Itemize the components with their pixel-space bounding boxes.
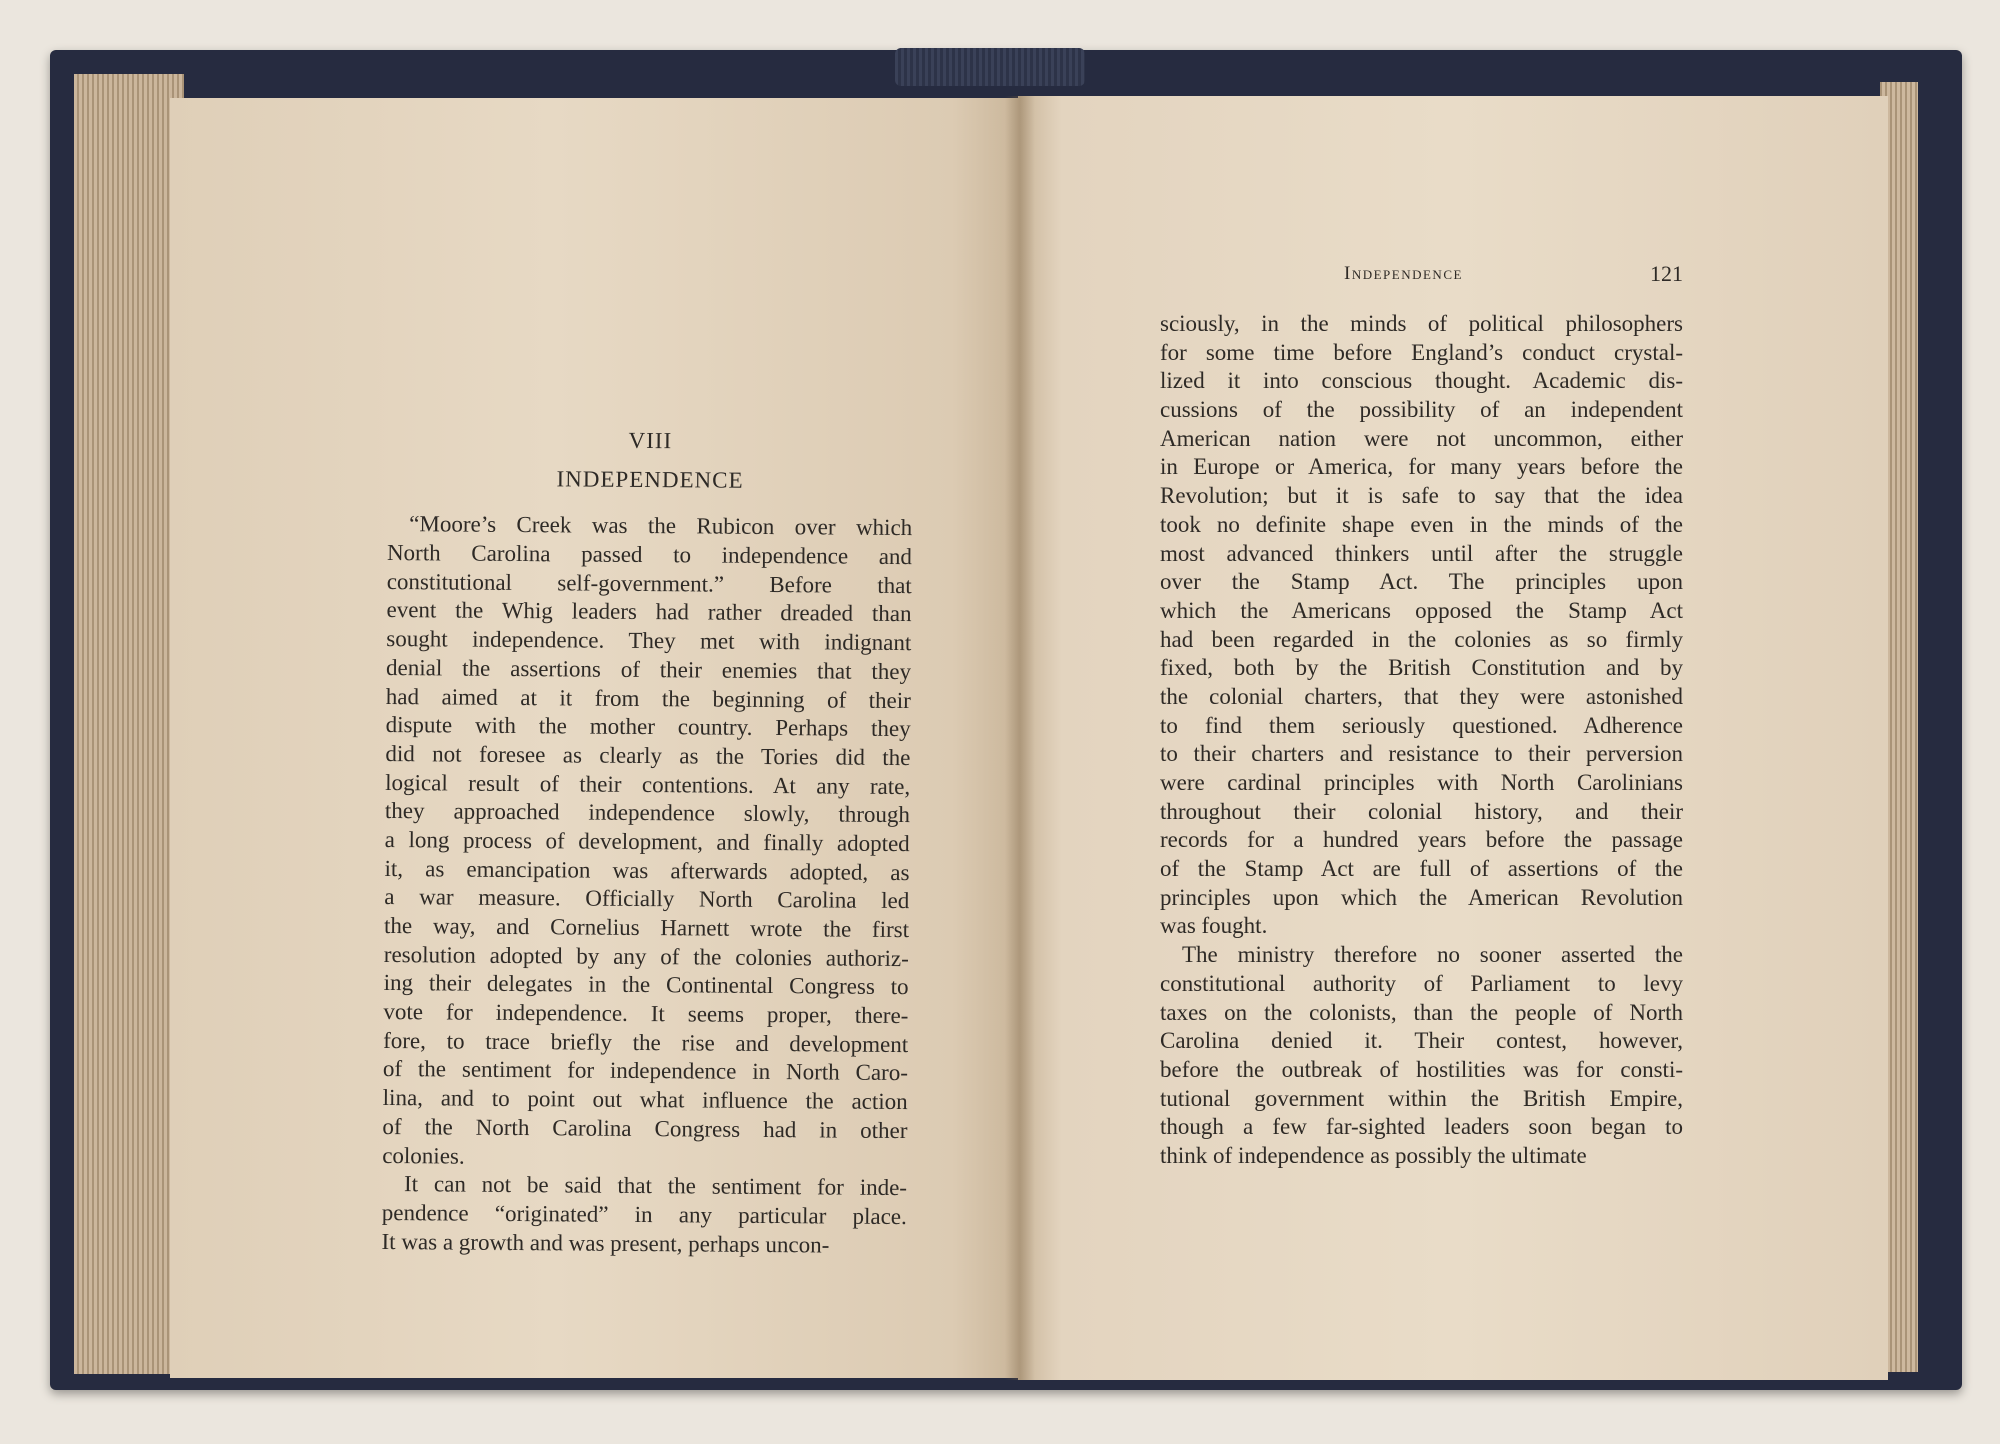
book-spine — [895, 48, 1085, 86]
text-line: resolution adopted by any of the colonies authoriz- — [383, 941, 909, 971]
text-line: “Moore’s Creek was the Rubicon over which — [409, 511, 913, 541]
text-line: taxes on the colonists, than the people of North — [1160, 999, 1683, 1025]
text-line: sought independence. They met with indignant — [386, 626, 912, 656]
text-line: Revolution; but it is safe to say that the idea — [1160, 483, 1683, 509]
book-gutter — [1005, 96, 1035, 1380]
text-line: principles upon which the American Revolution — [1160, 884, 1683, 910]
text-line: had been regarded in the colonies as so firmly — [1160, 626, 1683, 652]
right-page-body — [1160, 310, 1683, 1171]
text-line: which the Americans opposed the Stamp Act — [1160, 597, 1683, 623]
text-line: fore, to trace briefly the rise and development — [383, 1027, 909, 1057]
text-line: North Carolina passed to independence and — [386, 540, 913, 570]
text-line: had aimed at it from the beginning of their — [385, 683, 911, 713]
page-edges-left — [74, 74, 184, 1374]
text-line: denial the assertions of their enemies that they — [385, 654, 912, 684]
text-line: records for a hundred years before the passage — [1160, 827, 1683, 853]
text-line: pendence “originated” in any particular place. — [381, 1199, 907, 1230]
page-number: 121 — [1650, 261, 1683, 286]
text-line: vote for independence. It seems proper, there- — [383, 999, 909, 1029]
text-line: sciously, in the minds of political philosophers — [1160, 311, 1683, 336]
text-line: fixed, both by the British Constitution and by — [1160, 655, 1683, 681]
text-line: the way, and Cornelius Harnett wrote the first — [383, 913, 910, 943]
text-line: they approached independence slowly, through — [384, 798, 911, 828]
text-line: in Europe or America, for many years before the — [1160, 454, 1683, 480]
text-line: constitutional self-government.” Before that — [386, 568, 912, 598]
text-line: Carolina denied it. Their contest, however, — [1160, 1028, 1683, 1054]
text-line: of the sentiment for independence in North Caro- — [382, 1056, 909, 1086]
text-line: colonies. — [382, 1142, 465, 1169]
text-line: The ministry therefore no sooner asserted the — [1182, 942, 1683, 968]
running-head — [1160, 263, 1683, 293]
left-page-text — [381, 425, 913, 1260]
left-page-body — [381, 510, 912, 1260]
text-line: was fought. — [1160, 913, 1268, 939]
text-line: of the Stamp Act are full of assertions of the — [1160, 856, 1683, 882]
chapter-title: INDEPENDENCE — [556, 466, 744, 493]
right-page-text — [1160, 310, 1683, 1171]
text-line: It was a growth and was present, perhaps uncon- — [381, 1228, 830, 1258]
text-line: to find them seriously questioned. Adherence — [1160, 712, 1683, 738]
chapter-number: VIII — [628, 427, 673, 454]
text-line: over the Stamp Act. The principles upon — [1160, 569, 1683, 595]
text-line: were cardinal principles with North Carolinians — [1160, 770, 1683, 795]
text-line: to their charters and resistance to their perversion — [1160, 741, 1683, 767]
text-line: the colonial charters, that they were astonished — [1160, 683, 1683, 709]
text-line: of the North Carolina Congress had in other — [382, 1113, 908, 1143]
text-line: before the outbreak of hostilities was for consti- — [1160, 1056, 1683, 1082]
text-line: event the Whig leaders had rather dreaded than — [386, 597, 912, 627]
text-line: logical result of their contentions. At any rate, — [385, 769, 911, 799]
text-line: think of independence as possibly the ultimate — [1160, 1142, 1587, 1168]
text-line: throughout their colonial history, and their — [1160, 798, 1683, 824]
text-line: American nation were not uncommon, either — [1160, 425, 1683, 451]
text-line: did not foresee as clearly as the Tories did the — [385, 740, 911, 771]
text-line: tutional government within the British Empire, — [1160, 1085, 1683, 1111]
text-line: constitutional authority of Parliament to levy — [1160, 970, 1683, 996]
running-head-title: Independence — [1344, 263, 1463, 284]
text-line: cussions of the possibility of an independent — [1160, 397, 1683, 423]
text-line: though a few far-sighted leaders soon began to — [1160, 1114, 1683, 1140]
text-line: ing their delegates in the Continental Congress to — [383, 970, 909, 1000]
text-line: dispute with the mother country. Perhaps they — [385, 712, 911, 742]
text-line: It can not be said that the sentiment for inde- — [403, 1171, 908, 1201]
text-line: lized it into conscious thought. Academic dis- — [1160, 368, 1683, 394]
text-line: a war measure. Officially North Carolina led — [384, 884, 910, 914]
text-line: lina, and to point out what influence the action — [382, 1085, 908, 1115]
text-line: a long process of development, and finally adopted — [384, 826, 910, 857]
text-line: took no definite shape even in the minds of the — [1160, 511, 1683, 537]
text-line: for some time before England’s conduct crystal- — [1160, 339, 1683, 365]
text-line: most advanced thinkers until after the struggle — [1160, 540, 1683, 566]
text-line: it, as emancipation was afterwards adopted, as — [384, 855, 910, 885]
